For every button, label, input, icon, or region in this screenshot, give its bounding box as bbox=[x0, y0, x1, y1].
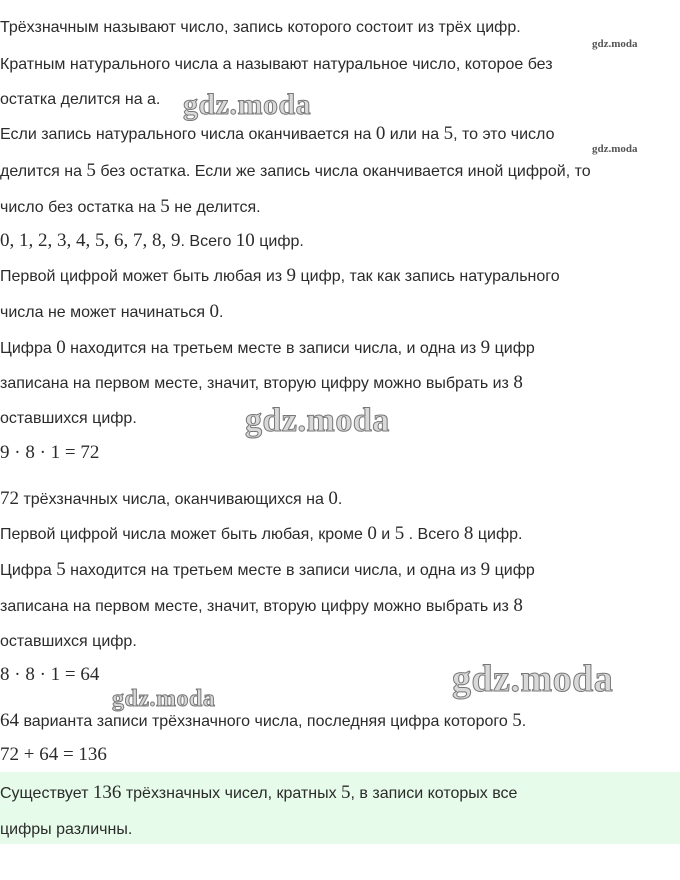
answer-line bbox=[0, 820, 132, 840]
text-span: без остатка. Если же запись числа оканчивается иной цифрой, то bbox=[95, 163, 591, 180]
text-span: цифр. bbox=[254, 233, 304, 250]
text-span: цифр bbox=[490, 340, 535, 357]
text-line bbox=[0, 266, 560, 287]
text-span: цифры различны. bbox=[0, 821, 133, 838]
text-line bbox=[0, 18, 521, 38]
math-span: 5 bbox=[86, 160, 96, 181]
equation-line bbox=[0, 443, 99, 464]
text-span: , то это число bbox=[453, 126, 555, 143]
text-span: оставшихся цифр. bbox=[0, 633, 137, 650]
text-line bbox=[0, 560, 535, 581]
text-span: Кратным натурального числа a называют натуральное число, которое без bbox=[0, 56, 553, 73]
text-span: Существует bbox=[0, 785, 93, 802]
text-span: Цифра bbox=[0, 340, 57, 357]
text-span: оставшихся цифр. bbox=[0, 410, 137, 427]
math-span: 72 bbox=[0, 488, 19, 509]
text-line bbox=[0, 596, 523, 617]
answer-line bbox=[0, 783, 517, 804]
math-span: 5 bbox=[341, 782, 351, 803]
text-line bbox=[0, 632, 137, 652]
math-span: 5 bbox=[512, 710, 522, 731]
equation-line bbox=[0, 745, 107, 766]
text-span: находится на третьем месте в записи числа, и одна из bbox=[65, 562, 481, 579]
text-span: , в записи которых все bbox=[350, 785, 518, 802]
math-span: 136 bbox=[92, 782, 122, 803]
text-span: . bbox=[521, 713, 527, 730]
math-span: 9 bbox=[480, 559, 491, 580]
text-span: и bbox=[376, 526, 395, 543]
text-span: цифр. bbox=[473, 526, 523, 543]
text-span: Цифра bbox=[0, 562, 57, 579]
math-span: 0, 1, 2, 3, 4, 5, 6, 7, 8, 9 bbox=[0, 230, 181, 251]
text-span: цифр, так как запись натурального bbox=[296, 268, 560, 285]
watermark: gdz.moda bbox=[112, 686, 216, 712]
watermark: gdz.moda bbox=[183, 88, 312, 121]
text-span: варианта записи трёхзначного числа, последняя цифра которого bbox=[19, 713, 513, 730]
math-span: 5 bbox=[443, 123, 454, 144]
math-span: 8 bbox=[513, 372, 523, 393]
text-span: число без остатка на bbox=[0, 199, 161, 216]
text-line bbox=[0, 338, 535, 359]
text-span: цифр bbox=[490, 562, 535, 579]
text-span: . Всего bbox=[404, 526, 464, 543]
text-span: Первой цифрой может быть любая из bbox=[0, 268, 287, 285]
text-span: Первой цифрой числа может быть любая, кроме bbox=[0, 526, 368, 543]
text-line bbox=[0, 197, 261, 218]
text-span: числа не может начинаться bbox=[0, 304, 210, 321]
text-span: . Всего bbox=[180, 233, 236, 250]
math-span: 64 bbox=[0, 710, 19, 731]
math-span: 0 bbox=[328, 488, 338, 509]
text-line bbox=[0, 55, 553, 75]
math-span: 5 bbox=[56, 559, 66, 580]
watermark: gdz.moda bbox=[452, 658, 614, 700]
text-span: записана на первом месте, значит, вторую цифру можно выбрать из bbox=[0, 598, 514, 615]
math-span: 0 bbox=[56, 337, 66, 358]
text-span: или на bbox=[385, 126, 444, 143]
watermark: gdz.moda bbox=[245, 402, 390, 439]
math-span: 8 · 8 · 1 = 64 bbox=[0, 664, 100, 685]
watermark: gdz.moda bbox=[592, 143, 638, 155]
text-span: . bbox=[337, 491, 343, 508]
text-line bbox=[0, 231, 304, 252]
equation-line bbox=[0, 665, 99, 686]
text-line bbox=[0, 489, 342, 510]
math-span: 0 bbox=[367, 523, 377, 544]
math-span: 5 bbox=[394, 523, 405, 544]
text-span: записана на первом месте, значит, вторую цифру можно выбрать из bbox=[0, 375, 514, 392]
text-span: не делится. bbox=[169, 199, 261, 216]
math-span: 8 bbox=[513, 595, 523, 616]
text-line bbox=[0, 124, 554, 145]
text-line bbox=[0, 524, 522, 545]
math-span: 10 bbox=[235, 230, 255, 251]
math-span: 9 · 8 · 1 = 72 bbox=[0, 442, 100, 463]
math-span: 8 bbox=[463, 523, 474, 544]
watermark: gdz.moda bbox=[592, 38, 638, 50]
math-span: 0 bbox=[209, 301, 220, 322]
text-line bbox=[0, 409, 137, 429]
text-line bbox=[0, 711, 526, 732]
text-line bbox=[0, 302, 223, 323]
text-span: трёхзначных числа, оканчивающихся на bbox=[19, 491, 329, 508]
math-span: 5 bbox=[160, 196, 170, 217]
text-span: находится на третьем месте в записи числа, и одна из bbox=[65, 340, 481, 357]
text-span: делится на bbox=[0, 163, 87, 180]
math-span: 9 bbox=[286, 265, 297, 286]
math-span: 0 bbox=[375, 123, 386, 144]
text-span: остатка делится на a. bbox=[0, 91, 161, 108]
text-span: Если запись натурального числа оканчивается на bbox=[0, 126, 376, 143]
text-line bbox=[0, 373, 523, 394]
text-span: Трёхзначным называют число, запись которого состоит из трёх цифр. bbox=[0, 19, 521, 36]
math-span: 9 bbox=[480, 337, 491, 358]
text-line bbox=[0, 161, 591, 182]
text-span: трёхзначных чисел, кратных bbox=[121, 785, 342, 802]
text-span: . bbox=[219, 304, 224, 321]
text-line bbox=[0, 90, 160, 110]
math-span: 72 + 64 = 136 bbox=[0, 744, 107, 765]
